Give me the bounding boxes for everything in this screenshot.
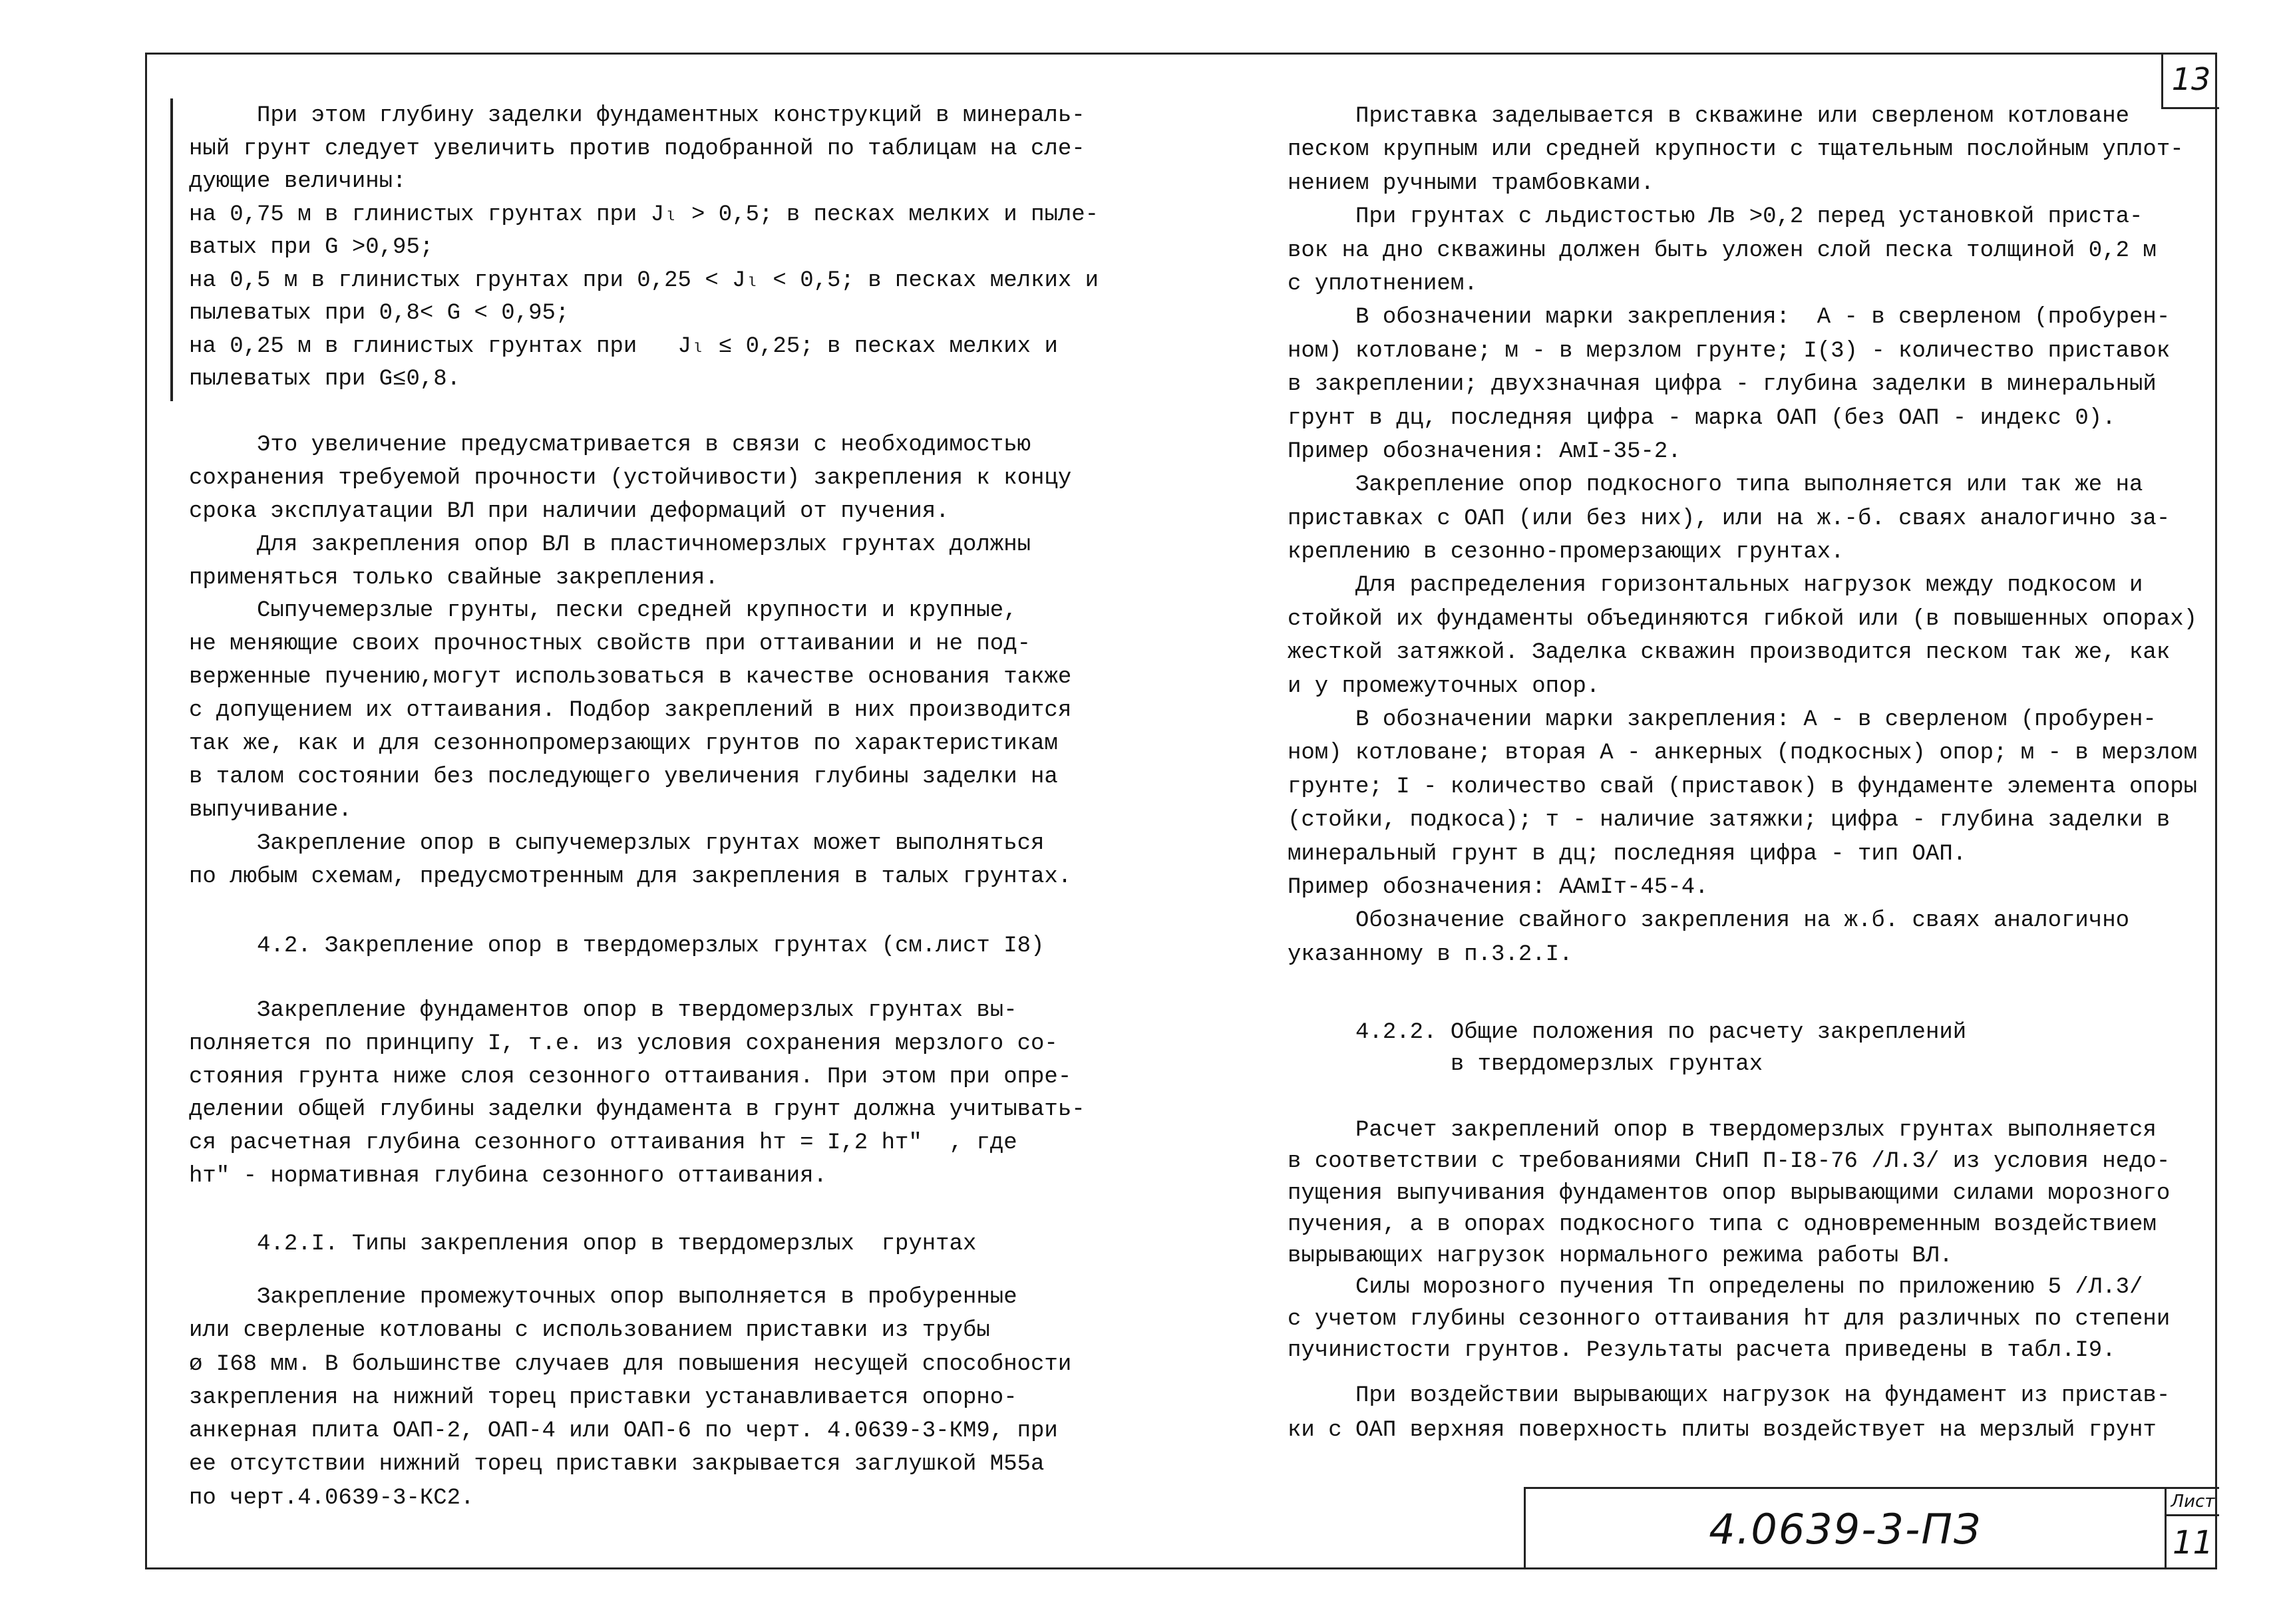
text-line: применяться только свайные закрепления. xyxy=(189,565,719,591)
text-line: закрепления на нижний торец приставки устанавливается опорно- xyxy=(189,1384,1017,1410)
text-line: Расчет закреплений опор в твердомерзлых грунтах выполняется xyxy=(1288,1118,2157,1143)
text-line: ее отсутствии нижний торец приставки закрывается заглушкой М55а xyxy=(189,1452,1045,1478)
text-line: Закрепление опор подкосного типа выполняется или так же на xyxy=(1288,472,2143,498)
text-line: и у промежуточных опор. xyxy=(1288,673,1600,699)
text-line: не меняющие своих прочностных свойств при оттаивании и не под- xyxy=(189,631,1031,657)
text-line: В обозначении марки закрепления: А - в сверленом (пробурен- xyxy=(1288,305,2171,331)
text-line: по черт.4.0639-3-КС2. xyxy=(189,1485,474,1511)
text-line: сохранения требуемой прочности (устойчивости) закрепления к концу xyxy=(189,465,1072,491)
text-line: приставках с ОАП (или без них), или на ж.-б. сваях аналогично за- xyxy=(1288,506,2171,532)
text-line: с допущением их оттаивания. Подбор закреплений в них производится xyxy=(189,698,1072,724)
text-line: анкерная плита ОАП-2, ОАП-4 или ОАП-6 по черт. 4.0639-3-КМ9, при xyxy=(189,1418,1058,1444)
left-text-block xyxy=(189,429,1071,893)
left-text-block xyxy=(189,1227,976,1261)
text-line: делении общей глубины заделки фундамента в грунт должна учитывать- xyxy=(189,1097,1085,1123)
revision-margin-bar xyxy=(170,98,173,401)
text-line: вок на дно скважины должен быть уложен слой песка толщиной 0,2 м xyxy=(1288,238,2157,263)
text-line: Закрепление опор в сыпучемерзлых грунтах может выполняться xyxy=(189,830,1045,856)
page-number-box: 13 xyxy=(2161,53,2219,109)
text-line: в закреплении; двухзначная цифра - глубина заделки в минеральный xyxy=(1288,372,2157,398)
text-line: грунт в дц, последняя цифра - марка ОАП (без ОАП - индекс 0). xyxy=(1288,405,2116,431)
text-line: жесткой затяжкой. Заделка скважин производится песком так же, как xyxy=(1288,640,2171,666)
text-line: в твердомерзлых грунтах xyxy=(1288,1052,1763,1077)
text-line: В обозначении марки закрепления: А - в сверленом (пробурен- xyxy=(1288,707,2157,733)
right-text-block xyxy=(1288,1379,2170,1448)
text-line: песком крупным или средней крупности с тщательным послойным уплот- xyxy=(1288,137,2184,163)
sheet-number: 11 xyxy=(2172,1524,2214,1561)
text-line: ном) котловане; м - в мерзлом грунте; I(3) - количество приставок xyxy=(1288,338,2171,364)
text-line: (стойки, подкоса); т - наличие затяжки; цифра - глубина заделки в xyxy=(1288,808,2171,834)
text-line: по любым схемам, предусмотренным для закрепления в талых грунтах. xyxy=(189,864,1072,890)
text-line: Приставка заделывается в скважине или сверленом котловане xyxy=(1288,104,2130,129)
left-text-block xyxy=(189,100,1099,397)
text-line: дующие величины: xyxy=(189,169,407,194)
text-line: так же, как и для сезоннопромерзающих грунтов по характеристикам xyxy=(189,731,1058,757)
title-block xyxy=(1524,1487,2219,1569)
text-line: пущения выпучивания фундаментов опор вырывающими силами морозного xyxy=(1288,1180,2171,1206)
text-line: на 0,75 м в глинистых грунтах при Jₗ > 0,5; в песках мелких и пыле- xyxy=(189,202,1099,228)
text-line: срока эксплуатации ВЛ при наличии деформаций от пучения. xyxy=(189,498,950,524)
text-line: ный грунт следует увеличить против подобранной по таблицам на сле- xyxy=(189,136,1085,162)
text-line: в талом состоянии без последующего увеличения глубины заделки на xyxy=(189,764,1058,790)
text-line: с учетом глубины сезонного оттаивания hт для различных по степени xyxy=(1288,1306,2171,1332)
text-line: пылеватых при 0,8< G < 0,95; xyxy=(189,301,570,326)
right-text-block xyxy=(1288,100,2197,971)
left-text-block xyxy=(189,1281,1071,1515)
text-line: Пример обозначения: ААмIт-45-4. xyxy=(1288,874,1709,900)
text-line: пылеватых при G≤0,8. xyxy=(189,367,461,392)
text-line: Обозначение свайного закрепления на ж.б. сваях аналогично xyxy=(1288,908,2130,934)
text-line: выпучивание. xyxy=(189,797,352,823)
text-line: вырывающих нагрузок нормального режима работы ВЛ. xyxy=(1288,1243,1953,1269)
left-text-block xyxy=(189,929,1044,963)
text-line: стойкой их фундаменты объединяются гибкой или (в повышенных опорах) xyxy=(1288,606,2198,632)
text-line: При воздействии вырывающих нагрузок на фундамент из пристав- xyxy=(1288,1383,2171,1408)
text-line: грунте; I - количество свай (приставок) в фундаменте элемента опоры xyxy=(1288,774,2198,800)
sheet-cell xyxy=(2165,1489,2219,1569)
right-text-block xyxy=(1288,1115,2170,1367)
text-line: Пример обозначения: АмI-35-2. xyxy=(1288,438,1681,464)
text-line: в соответствии с требованиями СНиП П-I8-76 /Л.3/ из условия недо- xyxy=(1288,1149,2171,1175)
text-line: с уплотнением. xyxy=(1288,271,1478,297)
text-line: стояния грунта ниже слоя сезонного оттаивания. При этом при опре- xyxy=(189,1064,1072,1090)
text-line: hт" - нормативная глубина сезонного оттаивания. xyxy=(189,1163,827,1189)
text-line: Для распределения горизонтальных нагрузок между подкосом и xyxy=(1288,573,2143,599)
text-line: минеральный грунт в дц; последняя цифра - тип ОАП. xyxy=(1288,841,1967,867)
text-line: ном) котловане; вторая А - анкерных (подкосных) опор; м - в мерзлом xyxy=(1288,740,2198,766)
text-line: полняется по принципу I, т.е. из условия сохранения мерзлого со- xyxy=(189,1031,1058,1056)
text-line: 4.2.I. Типы закрепления опор в твердомерзлых грунтах xyxy=(189,1231,977,1257)
text-line: При грунтах с льдистостью Лв >0,2 перед установкой приста- xyxy=(1288,204,2143,230)
text-line: 4.2.2. Общие положения по расчету закреплений xyxy=(1288,1020,1967,1045)
text-line: ки с ОАП верхняя поверхность плиты воздействует на мерзлый грунт xyxy=(1288,1418,2157,1443)
text-line: креплению в сезонно-промерзающих грунтах. xyxy=(1288,540,1844,566)
text-line: Это увеличение предусматривается в связи с необходимостью xyxy=(189,432,1031,458)
text-line: Закрепление фундаментов опор в твердомерзлых грунтах вы- xyxy=(189,998,1017,1023)
text-line: или сверленые котлованы с использованием приставки из трубы xyxy=(189,1318,990,1344)
text-line: ø I68 мм. В большинстве случаев для повышения несущей способности xyxy=(189,1351,1072,1377)
text-line: нением ручными трамбовками. xyxy=(1288,170,1654,196)
sheet-label: Лист xyxy=(2167,1489,2219,1516)
text-line: указанному в п.3.2.I. xyxy=(1288,941,1573,967)
document-code: 4.0639-3-ПЗ xyxy=(1709,1505,1982,1553)
text-line: пучения, а в опорах подкосного типа с одновременным воздействием xyxy=(1288,1212,2157,1237)
left-text-block xyxy=(189,995,1085,1194)
text-line: Для закрепления опор ВЛ в пластичномерзлых грунтах должны xyxy=(189,532,1031,558)
text-line: на 0,5 м в глинистых грунтах при 0,25 < Jₗ < 0,5; в песках мелких и xyxy=(189,267,1099,293)
text-line: ватых при G >0,95; xyxy=(189,235,434,260)
right-text-block xyxy=(1288,1017,1966,1080)
text-line: ся расчетная глубина сезонного оттаивания hт = I,2 hт" , где xyxy=(189,1130,1017,1156)
text-line: Сыпучемерзлые грунты, пески средней крупности и крупные, xyxy=(189,598,1017,624)
text-line: на 0,25 м в глинистых грунтах при Jₗ ≤ 0,25; в песках мелких и xyxy=(189,333,1058,359)
text-line: пучинистости грунтов. Результаты расчета приведены в табл.I9. xyxy=(1288,1338,2116,1364)
text-line: Закрепление промежуточных опор выполняется в пробуренные xyxy=(189,1285,1017,1310)
text-line: Силы морозного пучения Тп определены по приложению 5 /Л.3/ xyxy=(1288,1275,2143,1301)
text-line: верженные пучению,могут использоваться в качестве основания также xyxy=(189,665,1072,691)
text-line: 4.2. Закрепление опор в твердомерзлых грунтах (см.лист I8) xyxy=(189,933,1045,959)
text-line: При этом глубину заделки фундаментных конструкций в минераль- xyxy=(189,103,1085,128)
